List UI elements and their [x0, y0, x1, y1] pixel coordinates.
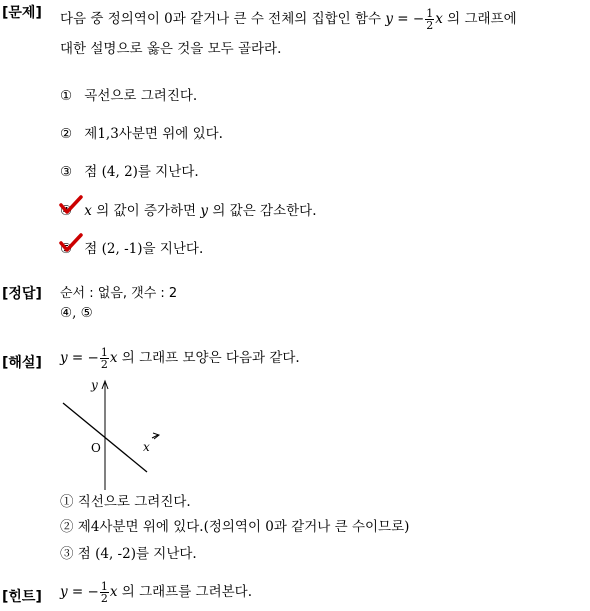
hint-suffix: 의 그래프를 그려본다.	[121, 584, 253, 600]
problem-fraction	[425, 8, 434, 31]
explanation-label: [해설]	[2, 355, 42, 371]
option-1	[60, 84, 197, 104]
problem-line1	[60, 7, 517, 31]
explanation-intro	[60, 346, 300, 370]
option-2	[60, 122, 223, 142]
x-axis-label: x	[143, 440, 150, 454]
explanation-intro-suffix: 의 그래프 모양은 다음과 같다.	[121, 350, 300, 366]
fraction-denominator: 2	[426, 19, 434, 32]
explanation-line-2: ② 제4사분면 위에 있다.(정의역이 0과 같거나 큰 수이므로)	[60, 519, 410, 535]
option-4-text: 의 값은 감소한다.	[212, 203, 317, 219]
option-4-var-y: y	[200, 203, 209, 219]
answer-line2: ④, ⑤	[60, 305, 93, 321]
option-4-number: ④	[60, 203, 73, 219]
option-3-number: ③	[60, 164, 73, 180]
explanation-line-3: ③ 점 (4, -2)를 지난다.	[60, 546, 197, 562]
option-3-text: 점 (4, 2)를 지난다.	[84, 164, 199, 180]
check-mark-icon	[58, 194, 84, 216]
explanation-func-var: x	[109, 350, 118, 366]
option-4	[60, 199, 317, 219]
hint-func-var: x	[109, 584, 118, 600]
hint-label: [힌트]	[2, 589, 42, 605]
hint-func-lhs: y = −	[60, 584, 99, 600]
problem-line2: 대한 설명으로 옳은 것을 모두 골라라.	[60, 41, 282, 57]
option-2-number: ②	[60, 126, 73, 142]
option-4-var-x: x	[84, 203, 92, 219]
y-axis-label: y	[91, 378, 98, 392]
problem-func-var: x	[435, 11, 443, 27]
problem-text-prefix: 다음 중 정의역이 0과 같거나 큰 수 전체의 집합인 함수	[60, 11, 382, 27]
explanation-func-lhs: y = −	[60, 350, 99, 366]
hint-line	[60, 580, 252, 604]
option-1-text: 곡선으로 그려진다.	[84, 88, 198, 104]
option-4-text-mid: 의 값이 증가하면	[96, 203, 197, 219]
problem-label: [문제]	[2, 5, 42, 21]
explanation-fraction	[100, 347, 109, 370]
origin-label: O	[91, 441, 101, 455]
option-5-text: 점 (2, -1)을 지난다.	[84, 241, 204, 257]
line-graph	[55, 375, 175, 495]
fraction-numerator: 1	[100, 580, 108, 593]
answer-line1: 순서 : 없음, 갯수 : 2	[60, 286, 178, 301]
option-5-number: ⑤	[60, 241, 73, 257]
option-3	[60, 160, 199, 180]
explanation-line-1: ① 직선으로 그려진다.	[60, 494, 191, 510]
fraction-numerator: 1	[100, 346, 108, 359]
fraction-denominator: 2	[100, 358, 108, 371]
option-1-number: ①	[60, 88, 73, 104]
fraction-numerator: 1	[426, 7, 434, 20]
fraction-denominator: 2	[100, 592, 108, 605]
problem-text-suffix: 의 그래프에	[447, 11, 517, 27]
answer-label: [정답]	[2, 286, 42, 302]
check-mark-icon	[58, 232, 84, 254]
problem-func-lhs: y = −	[385, 11, 425, 27]
hint-fraction	[100, 581, 109, 604]
option-2-text: 제1,3사분면 위에 있다.	[84, 126, 223, 142]
